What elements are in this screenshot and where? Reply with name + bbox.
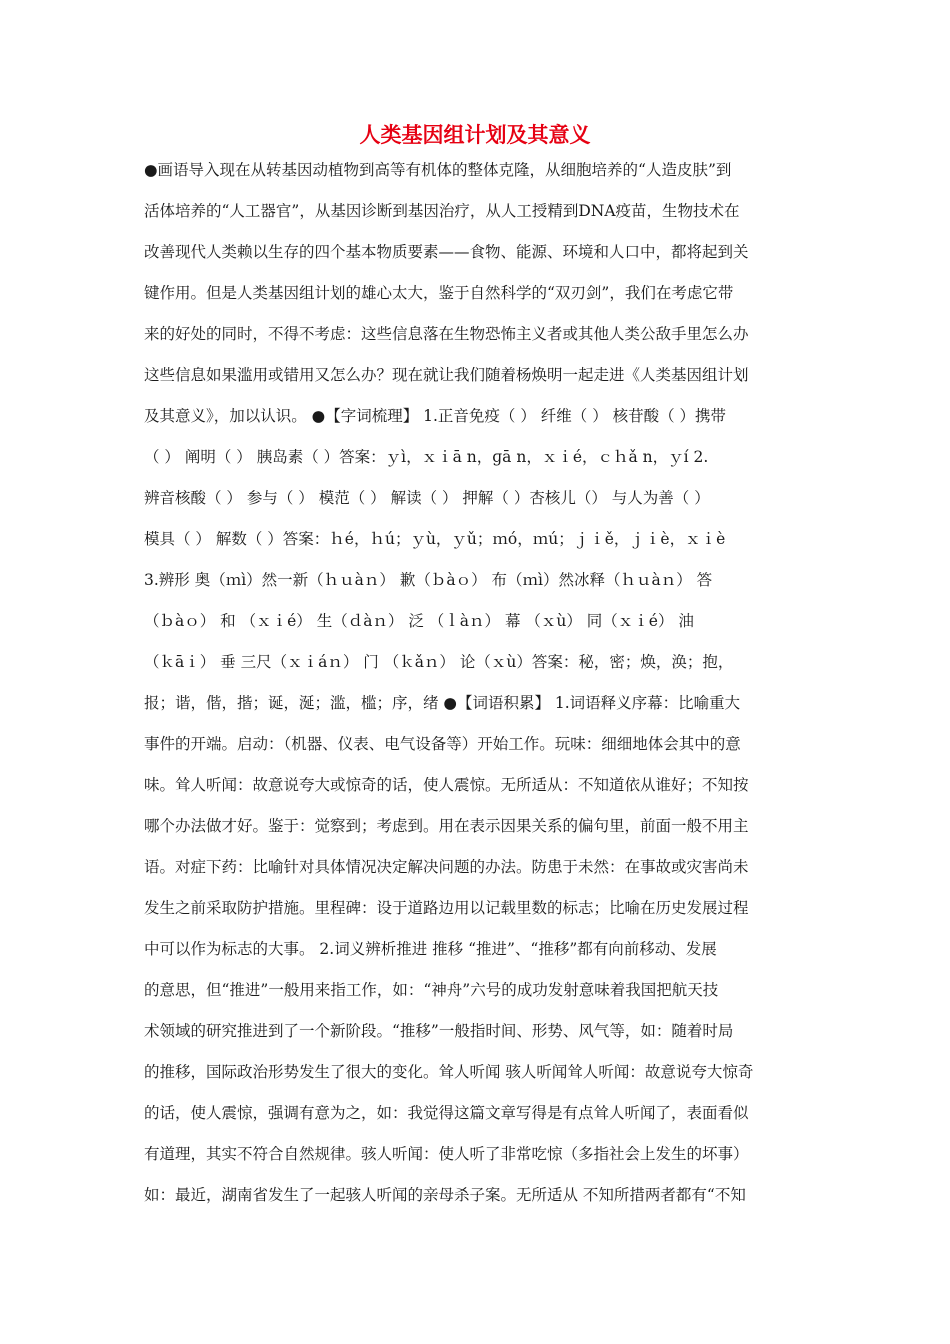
- body-line: 改善现代人类赖以生存的四个基本物质要素——食物、能源、环境和人口中，都将起到关: [144, 243, 749, 261]
- body-line: 事件的开端。启动：（机器、仪表、电气设备等）开始工作。玩味：细细地体会其中的意: [144, 735, 741, 753]
- body-line: 发生之前采取防护措施。里程碑：设于道路边用以记载里数的标志；比喻在历史发展过程: [144, 899, 749, 917]
- body-line: 3.辨形 奥（ｍì）然一新（ｈｕàｎ） 歉（ｂàｏ） 布（ｍì）然冰释（ｈｕàｎ） 答: [144, 571, 713, 589]
- body-line: 的话，使人震惊，强调有意为之，如：我觉得这篇文章写得是有点耸人听闻了，表面看似: [144, 1104, 749, 1122]
- body-line: 及其意义》，加以认识。 ●【字词梳理】 1.正音免疫（ ） 纤维（ ） 核苷酸（ ）携带: [144, 407, 727, 425]
- body-line: 的意思，但“推进”一般用来指工作，如：“神舟”六号的成功发射意味着我国把航天技: [144, 981, 719, 999]
- body-line: （ ） 阐明（ ） 胰岛素（ ）答案：ｙì，ｘｉā n，ɡā n，ｘｉé，ｃｈǎ n，ｙí 2.: [144, 448, 709, 466]
- body-line: 语。对症下药：比喻针对具体情况决定解决问题的办法。防患于未然：在事故或灾害尚未: [144, 858, 749, 876]
- body-line: 键作用。但是人类基因组计划的雄心太大，鉴于自然科学的“双刃剑”，我们在考虑它带: [144, 284, 734, 302]
- body-line: 这些信息如果滥用或错用又怎么办？现在就让我们随着杨焕明一起走进《人类基因组计划: [144, 366, 749, 384]
- body-line: 如：最近，湖南省发生了一起骇人听闻的亲母杀子案。无所适从 不知所措两者都有“不知: [144, 1186, 746, 1204]
- body-line: 哪个办法做才好。鉴于：觉察到；考虑到。用在表示因果关系的偏句里，前面一般不用主: [144, 817, 749, 835]
- document-body: [144, 150, 810, 1216]
- body-line: 的推移，国际政治形势发生了很大的变化。耸人听闻 骇人听闻耸人听闻：故意说夸大惊奇: [144, 1063, 754, 1081]
- body-line: 术领域的研究推进到了一个新阶段。“推移”一般指时间、形势、风气等，如：随着时局: [144, 1022, 734, 1040]
- body-line: ●画语导入现在从转基因动植物到高等有机体的整体克隆，从细胞培养的“人造皮肤”到: [144, 161, 732, 179]
- body-line: 报；谐，偕，揩；诞，涎；滥，槛；序，绪 ●【词语积累】 1.词语释义序幕：比喻重大: [144, 694, 741, 712]
- body-line: 辨音核酸（ ） 参与（ ） 模范（ ） 解读（ ） 押解（ ）杏核儿（） 与人为善（ ）: [144, 489, 710, 507]
- body-line: （ｋāｉ） 垂 三尺（ｘｉáｎ） 门 （ｋǎｎ） 论（ｘù）答案：秘，密；焕，涣；抱，: [144, 653, 734, 671]
- body-line: （ｂàｏ） 和 （ｘｉé） 生（ｄàｎ） 泛 （ｌàｎ） 幕 （ｘù） 同（ｘｉé） 油: [144, 612, 694, 630]
- body-line: 味。耸人听闻：故意说夸大或惊奇的话，使人震惊。无所适从：不知道依从谁好；不知按: [144, 776, 749, 794]
- body-line: 有道理，其实不符合自然规律。骇人听闻：使人听了非常吃惊（多指社会上发生的坏事）: [144, 1145, 749, 1163]
- body-line: 来的好处的同时，不得不考虑：这些信息落在生物恐怖主义者或其他人类公敌手里怎么办: [144, 325, 749, 343]
- body-line: 中可以作为标志的大事。 2.词义辨析推进 推移 “推进”、“推移”都有向前移动、发展: [144, 940, 717, 958]
- document-title: 人类基因组计划及其意义: [359, 122, 591, 147]
- body-line: 活体培养的“人工器官”，从基因诊断到基因治疗，从人工授精到DNA疫苗，生物技术在: [144, 202, 740, 220]
- body-line: 模具（ ） 解数（ ）答案：ｈé，ｈú；ｙù，ｙǔ；ｍó，ｍú；ｊｉě，ｊｉè，ｘｉè: [144, 530, 726, 548]
